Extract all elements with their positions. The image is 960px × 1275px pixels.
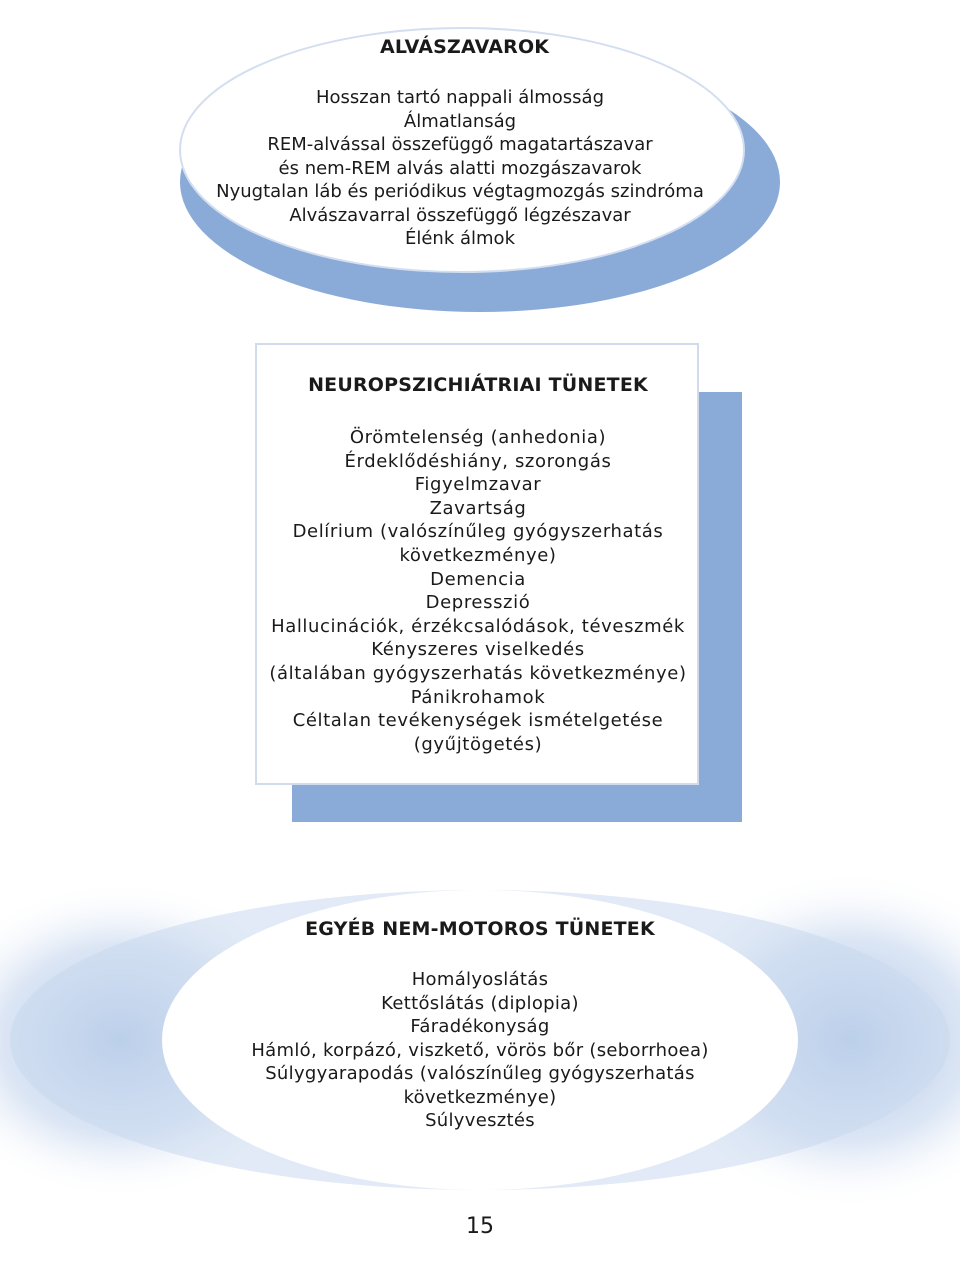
sleep-disorders-list: [200, 86, 720, 251]
list-item: Céltalan tevékenységek ismételgetése: [292, 710, 664, 732]
list-item: Demencia: [430, 568, 526, 590]
list-item: Álmatlanság: [403, 110, 517, 132]
list-item: (általában gyógyszerhatás következménye): [269, 662, 687, 684]
list-item: Pánikrohamok: [410, 686, 546, 708]
list-item: Élénk álmok: [404, 228, 515, 249]
list-item: Érdeklődéshiány, szorongás: [344, 450, 612, 472]
list-item: Depresszió: [425, 592, 531, 614]
neuropsychiatric-section: [258, 374, 698, 756]
list-item: Kényszeres viselkedés: [371, 639, 585, 661]
list-item: Súlyvesztés: [425, 1110, 535, 1131]
sleep-disorders-title: ALVÁSZAVAROK: [380, 36, 550, 58]
list-item: (gyűjtögetés): [413, 733, 543, 755]
list-item: Delírium (valószínűleg gyógyszerhatás: [292, 521, 664, 543]
neuropsychiatric-title: NEUROPSZICHIÁTRIAI TÜNETEK: [308, 374, 648, 396]
list-item: Zavartság: [429, 497, 527, 519]
list-item: Alvászavarral összefüggő légzészavar: [289, 204, 631, 226]
list-item: következménye): [399, 544, 557, 566]
list-item: Súlygyarapodás (valószínűleg gyógyszerhatás: [265, 1063, 695, 1084]
list-item: Fáradékonyság: [410, 1016, 550, 1037]
other-nonmotor-title: EGYÉB NEM-MOTOROS TÜNETEK: [305, 918, 655, 940]
list-item: Hosszan tartó nappali álmosság: [315, 87, 605, 108]
list-item: REM-alvással összefüggő magatartászavar: [267, 134, 653, 155]
list-item: Nyugtalan láb és periódikus végtagmozgás szindróma: [216, 181, 704, 202]
list-item: Örömtelenség (anhedonia): [349, 427, 607, 448]
other-nonmotor-list: [240, 968, 720, 1133]
list-item: és nem-REM alvás alatti mozgászavarok: [278, 157, 642, 179]
list-item: Homályoslátás: [411, 969, 549, 990]
list-item: következménye): [403, 1086, 557, 1108]
other-nonmotor-section: [240, 918, 720, 1133]
list-item: Hallucinációk, érzékcsalódások, téveszmék: [271, 615, 685, 637]
list-item: Kettőslátás (diplopia): [381, 992, 579, 1014]
list-item: Figyelmzavar: [414, 474, 542, 496]
page-number: 15: [466, 1214, 494, 1239]
neuropsychiatric-list: [258, 426, 698, 756]
list-item: Hámló, korpázó, viszkető, vörös bőr (seborrhoea): [251, 1039, 709, 1061]
